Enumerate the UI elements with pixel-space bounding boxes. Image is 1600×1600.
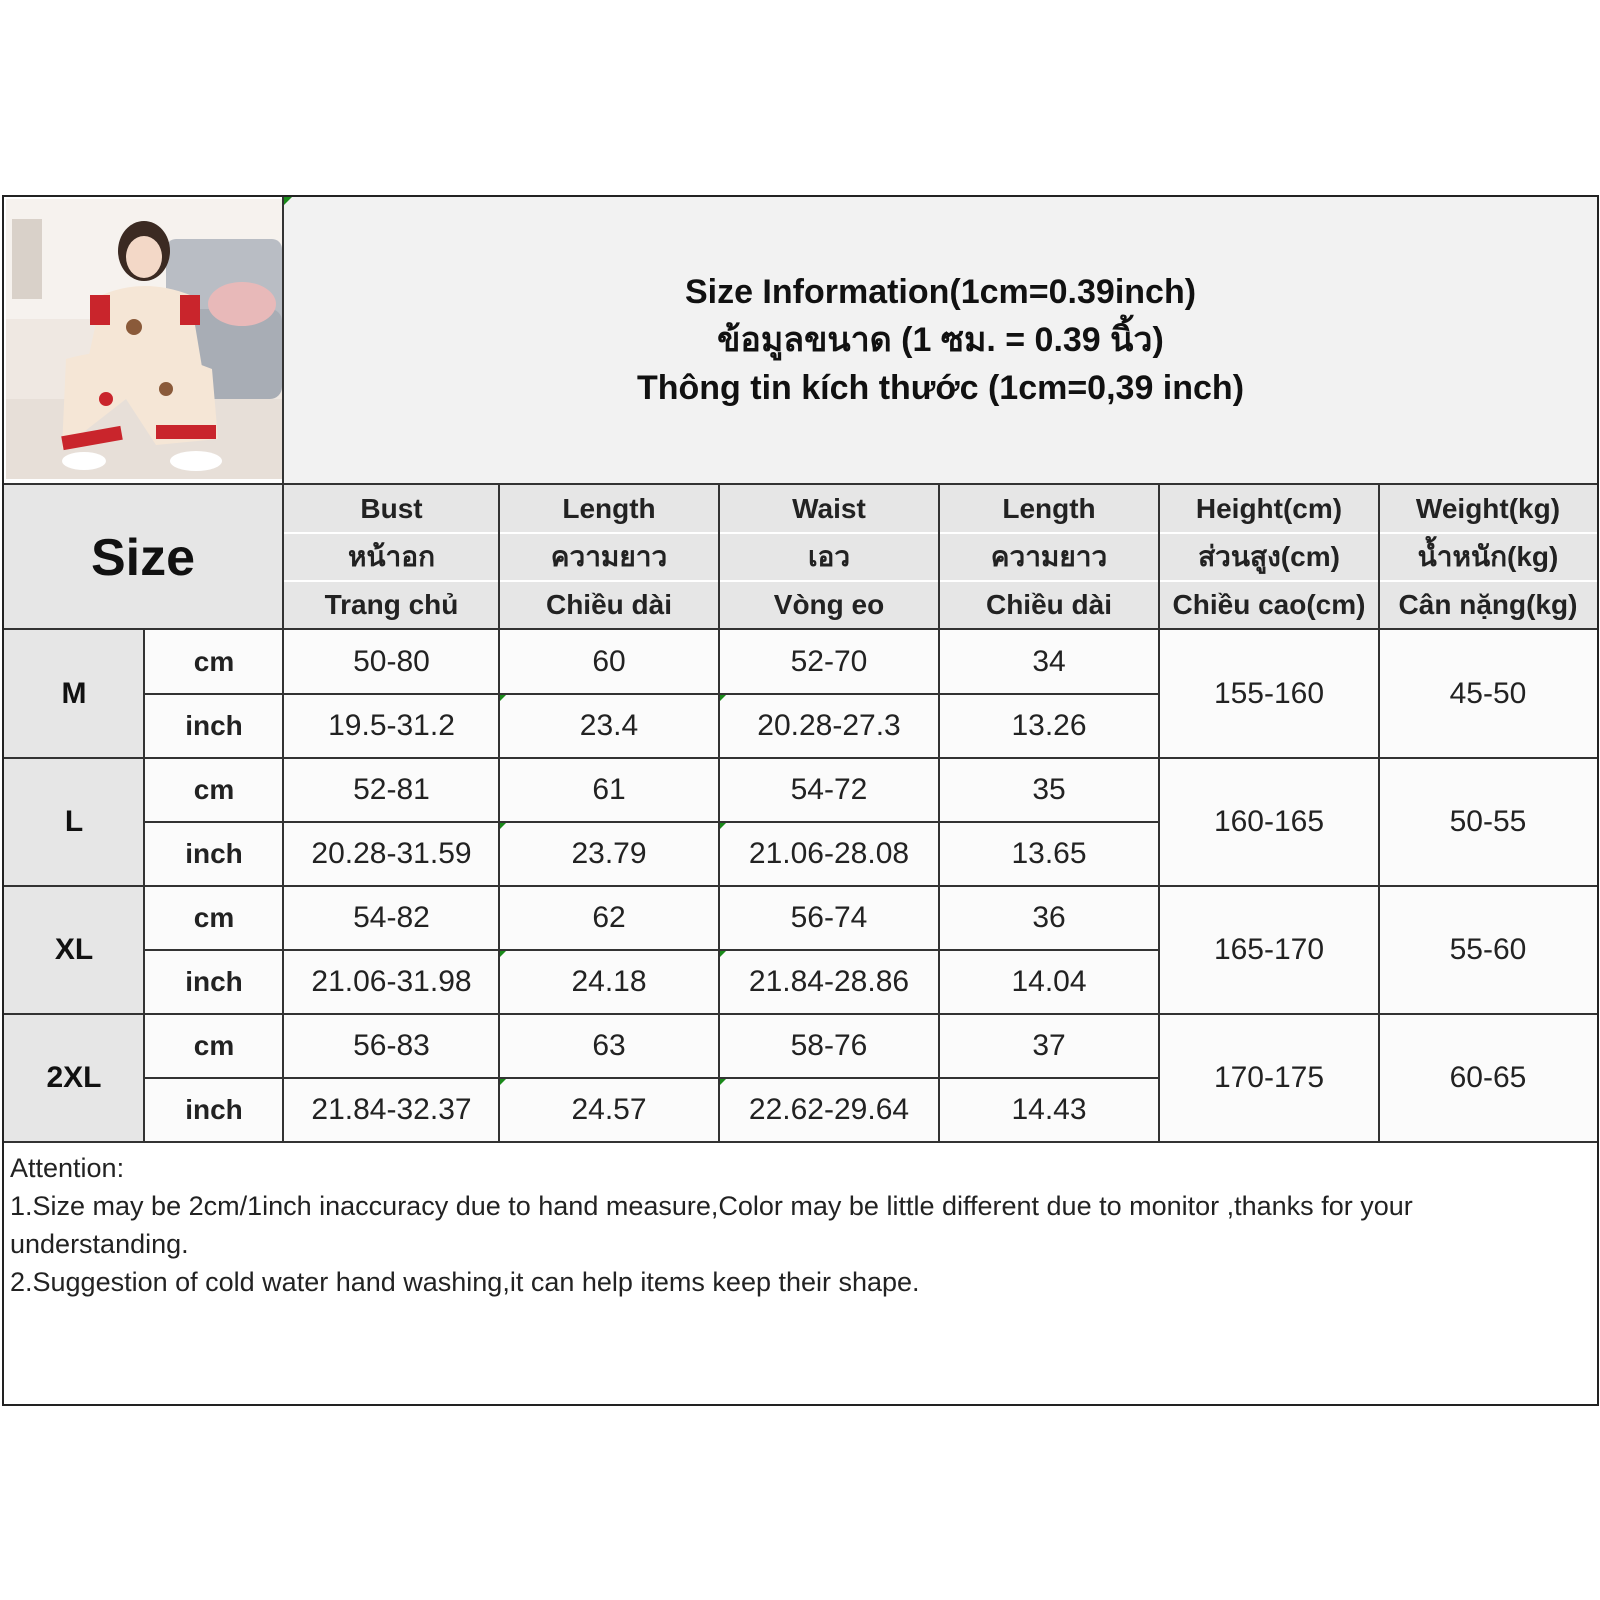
cell-value: 22.62-29.64 [748, 1093, 910, 1126]
cell-value: 52-70 [790, 645, 868, 678]
unit-label: inch [185, 1094, 243, 1125]
grid-line [144, 821, 1159, 823]
table-cell [284, 1014, 499, 1078]
cell-value: 14.43 [1011, 1093, 1087, 1126]
cell-value: 50-80 [353, 645, 430, 678]
title-thai: ข้อมูลขนาด (1 ซม. = 0.39 นิ้ว) [717, 321, 1164, 359]
table-cell [499, 1014, 719, 1078]
grid-line [4, 885, 1597, 887]
column-header-label: น้ำหนัก(kg) [1417, 541, 1559, 572]
grid-line [284, 532, 1597, 534]
column-header-vi [719, 581, 939, 629]
column-header-label: Cân nặng(kg) [1398, 589, 1578, 620]
title-english: Size Information(1cm=0.39inch) [684, 273, 1197, 311]
cell-marker [499, 822, 507, 830]
size-chart-sheet [2, 195, 1599, 1406]
size-label-cell [4, 886, 144, 1014]
table-cell [719, 1014, 939, 1078]
table-cell [939, 950, 1159, 1014]
cell-value: 60 [592, 645, 626, 678]
cell-marker [719, 822, 727, 830]
cell-marker [719, 694, 727, 702]
unit-cell-cm [144, 758, 284, 822]
table-cell [499, 630, 719, 694]
grid-line [1158, 485, 1160, 1141]
table-cell [939, 1078, 1159, 1142]
model-illustration [6, 199, 282, 479]
notes-line-2: 2.Suggestion of cold water hand washing,it can help items keep their shape. [10, 1267, 920, 1297]
grid-line [498, 485, 500, 1141]
column-header-en [499, 485, 719, 533]
cell-marker [499, 950, 507, 958]
unit-label: cm [193, 774, 235, 805]
column-header-th [499, 533, 719, 581]
weight-cell [1379, 1014, 1597, 1142]
cell-value: 19.5-31.2 [328, 709, 455, 742]
unit-cell-cm [144, 886, 284, 950]
height-value: 165-170 [1213, 933, 1325, 966]
weight-value: 50-55 [1449, 805, 1527, 838]
cell-value: 62 [592, 901, 626, 934]
height-value: 160-165 [1213, 805, 1325, 838]
height-cell [1159, 758, 1379, 886]
cell-value: 21.84-32.37 [311, 1093, 472, 1126]
unit-label: inch [185, 966, 243, 997]
cell-value: 54-72 [790, 773, 868, 806]
grid-line [938, 485, 940, 1141]
column-header-en [284, 485, 499, 533]
column-header-vi [499, 581, 719, 629]
grid-line [144, 1077, 1159, 1079]
height-cell [1159, 630, 1379, 758]
cell-value: 20.28-27.3 [757, 709, 901, 742]
table-cell [284, 822, 499, 886]
table-cell [284, 886, 499, 950]
column-header-label: Height(cm) [1195, 493, 1343, 524]
grid-line [143, 630, 145, 1141]
table-cell [719, 1078, 939, 1142]
column-header-label: Chiều cao(cm) [1172, 589, 1366, 620]
grid-line [284, 580, 1597, 582]
column-header-en [719, 485, 939, 533]
cell-value: 35 [1032, 773, 1066, 806]
cell-marker [284, 197, 292, 205]
attention-notes [4, 1141, 1597, 1404]
column-header-th [939, 533, 1159, 581]
cell-value: 14.04 [1011, 965, 1087, 998]
column-header-th [719, 533, 939, 581]
table-cell [939, 630, 1159, 694]
size-label: L [64, 805, 84, 838]
column-header-en [1159, 485, 1379, 533]
notes-heading: Attention: [10, 1153, 125, 1183]
cell-value: 63 [592, 1029, 626, 1062]
size-label-cell [4, 758, 144, 886]
cell-marker [719, 950, 727, 958]
unit-cell-inch [144, 822, 284, 886]
weight-cell [1379, 758, 1597, 886]
table-cell [499, 758, 719, 822]
cell-value: 13.26 [1011, 709, 1087, 742]
column-header-en [939, 485, 1159, 533]
unit-label: cm [193, 1030, 235, 1061]
column-header-label: Weight(kg) [1415, 493, 1561, 524]
height-value: 155-160 [1213, 677, 1325, 710]
column-header-label: ความยาว [990, 541, 1108, 572]
table-cell [939, 758, 1159, 822]
cell-value: 56-74 [790, 901, 868, 934]
product-photo [6, 199, 282, 479]
unit-label: inch [185, 710, 243, 741]
table-cell [719, 758, 939, 822]
height-cell [1159, 1014, 1379, 1142]
cell-value: 23.4 [579, 709, 639, 742]
table-cell [499, 822, 719, 886]
grid-line [4, 1141, 1597, 1143]
size-header-label: Size [90, 528, 196, 587]
grid-line [1378, 485, 1380, 1141]
column-header-en [1379, 485, 1597, 533]
height-value: 170-175 [1213, 1061, 1325, 1094]
grid-line [282, 197, 284, 1141]
size-label-cell [4, 630, 144, 758]
table-cell [499, 694, 719, 758]
table-cell [719, 950, 939, 1014]
height-cell [1159, 886, 1379, 1014]
table-cell [499, 886, 719, 950]
cell-marker [719, 1078, 727, 1086]
column-header-vi [1379, 581, 1597, 629]
size-label: XL [54, 933, 94, 966]
unit-cell-cm [144, 630, 284, 694]
cell-marker [499, 694, 507, 702]
grid-line [718, 485, 720, 1141]
table-cell [939, 886, 1159, 950]
weight-value: 60-65 [1449, 1061, 1527, 1094]
size-label-cell [4, 1014, 144, 1142]
grid-line [4, 483, 1597, 485]
weight-value: 45-50 [1449, 677, 1527, 710]
size-label: 2XL [46, 1061, 102, 1094]
column-header-th [284, 533, 499, 581]
column-header-label: หน้าอก [347, 541, 436, 572]
column-header-label: ส่วนสูง(cm) [1198, 541, 1340, 572]
column-header-label: ความยาว [550, 541, 668, 572]
table-cell [719, 694, 939, 758]
table-cell [284, 950, 499, 1014]
grid-line [144, 949, 1159, 951]
table-cell [284, 758, 499, 822]
column-header-label: Chiều dài [545, 589, 672, 620]
column-header-label: Chiều dài [985, 589, 1112, 620]
table-cell [499, 1078, 719, 1142]
column-header-label: เอว [807, 541, 851, 572]
column-header-th [1379, 533, 1597, 581]
column-header-label: Trang chủ [324, 589, 459, 620]
column-header-label: Vòng eo [773, 589, 885, 620]
unit-label: inch [185, 838, 243, 869]
table-cell [284, 630, 499, 694]
cell-marker [499, 1078, 507, 1086]
table-cell [719, 822, 939, 886]
cell-value: 37 [1032, 1029, 1066, 1062]
grid-line [4, 1013, 1597, 1015]
grid-line [144, 693, 1159, 695]
notes-line-1: 1.Size may be 2cm/1inch inaccuracy due to hand measure,Color may be little different due to monitor ,thanks for your understanding. [10, 1191, 1413, 1259]
unit-cell-inch [144, 950, 284, 1014]
cell-value: 20.28-31.59 [311, 837, 472, 870]
cell-value: 36 [1032, 901, 1066, 934]
table-cell [284, 694, 499, 758]
cell-value: 34 [1032, 645, 1066, 678]
table-cell [499, 950, 719, 1014]
unit-label: cm [193, 902, 235, 933]
column-header-label: Waist [792, 493, 866, 524]
cell-value: 56-83 [353, 1029, 430, 1062]
unit-label: cm [193, 646, 235, 677]
column-header-vi [284, 581, 499, 629]
cell-value: 21.06-31.98 [311, 965, 472, 998]
cell-value: 13.65 [1011, 837, 1087, 870]
title-block [284, 197, 1597, 483]
unit-cell-inch [144, 1078, 284, 1142]
weight-value: 55-60 [1449, 933, 1527, 966]
table-cell [939, 694, 1159, 758]
table-cell [939, 822, 1159, 886]
grid-line [4, 628, 1597, 630]
title-vietnamese: Thông tin kích thước (1cm=0,39 inch) [636, 369, 1245, 407]
column-header-label: Bust [360, 493, 423, 524]
cell-value: 52-81 [353, 773, 430, 806]
cell-value: 21.06-28.08 [748, 837, 910, 870]
weight-cell [1379, 886, 1597, 1014]
unit-cell-inch [144, 694, 284, 758]
cell-value: 58-76 [790, 1029, 868, 1062]
cell-value: 54-82 [353, 901, 430, 934]
cell-value: 24.57 [571, 1093, 647, 1126]
column-header-label: Length [562, 493, 656, 524]
cell-value: 21.84-28.86 [748, 965, 910, 998]
column-header-th [1159, 533, 1379, 581]
table-cell [939, 1014, 1159, 1078]
table-cell [284, 1078, 499, 1142]
grid-line [4, 757, 1597, 759]
table-cell [719, 886, 939, 950]
size-header-cell [4, 485, 282, 630]
column-header-vi [939, 581, 1159, 629]
unit-cell-cm [144, 1014, 284, 1078]
size-label: M [61, 677, 87, 710]
column-header-label: Length [1002, 493, 1096, 524]
weight-cell [1379, 630, 1597, 758]
cell-value: 23.79 [571, 837, 647, 870]
column-header-vi [1159, 581, 1379, 629]
cell-value: 24.18 [571, 965, 647, 998]
table-cell [719, 630, 939, 694]
cell-value: 61 [592, 773, 626, 806]
